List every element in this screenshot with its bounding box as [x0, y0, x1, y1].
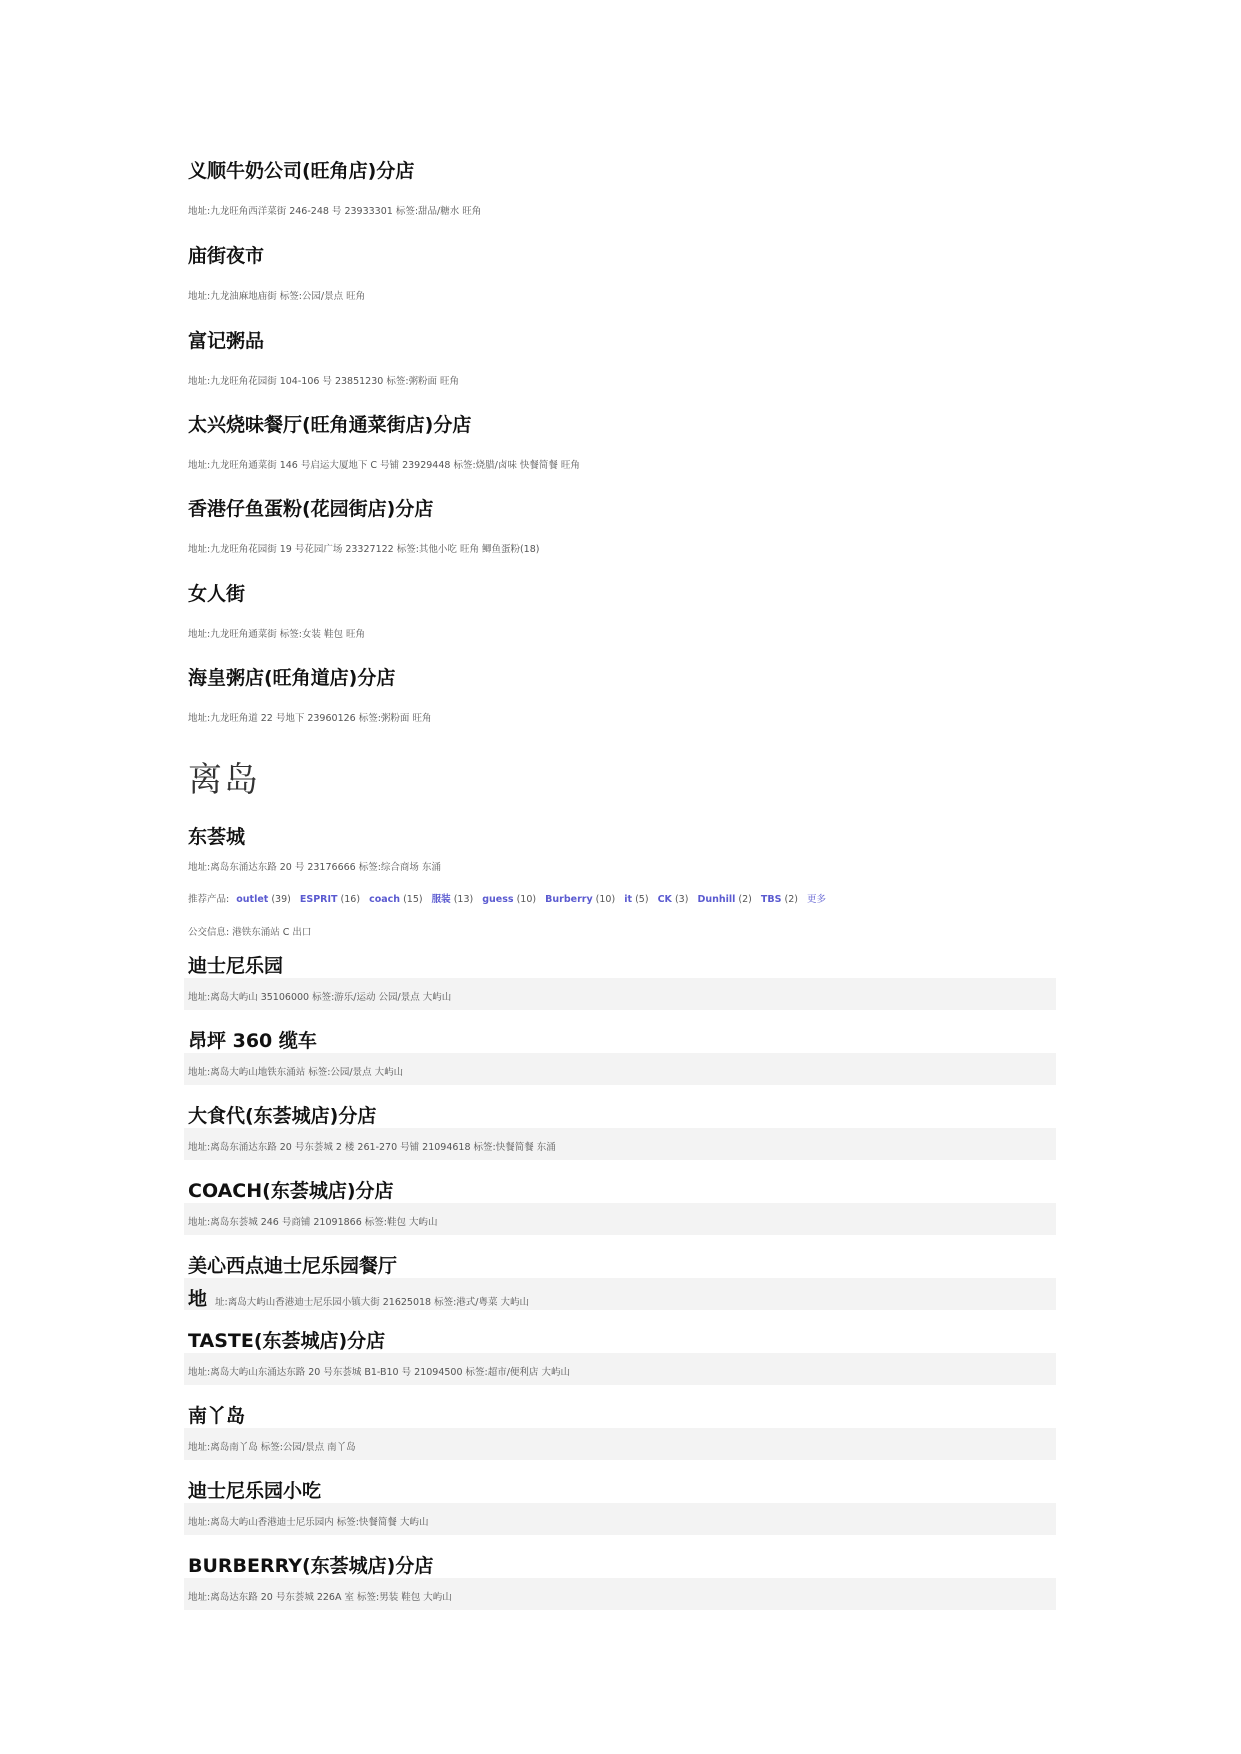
rec-link[interactable]: it	[624, 894, 633, 905]
entry-title: 义顺牛奶公司(旺角店)分店	[188, 160, 415, 182]
entry-info: 地址:离岛大屿山 35106000 标签:游乐/运动 公园/景点 大屿山	[188, 992, 452, 1003]
entry-info: 地址:九龙旺角花园街 19 号花园广场 23327122 标签:其他小吃 旺角 鲫鱼蛋粉(18)	[188, 544, 540, 555]
entry-title: 迪士尼乐园	[188, 955, 284, 977]
entry-title: 庙街夜市	[188, 245, 265, 267]
info-bar	[184, 1503, 1056, 1535]
transit-info: 公交信息: 港铁东涌站 C 出口	[188, 927, 312, 938]
entry-info: 地址:九龙旺角通菜街 标签:女装 鞋包 旺角	[188, 629, 365, 640]
entry-title: 大食代(东荟城店)分店	[188, 1105, 377, 1127]
entry-info: 址:离岛大屿山香港迪士尼乐园小镇大街 21625018 标签:港式/粤菜 大屿山	[215, 1297, 530, 1308]
rec-link[interactable]: guess	[482, 894, 514, 905]
rec-link[interactable]: outlet	[236, 894, 269, 905]
rec-count: (5)	[635, 894, 649, 905]
more-link[interactable]: 更多	[807, 894, 827, 905]
rec-link[interactable]: 服装	[431, 894, 451, 905]
rec-link[interactable]: Burberry	[545, 894, 593, 905]
rec-link[interactable]: Dunhill	[697, 894, 736, 905]
entry-info: 地址:离岛东荟城 246 号商铺 21091866 标签:鞋包 大屿山	[188, 1217, 438, 1228]
entry-info: 地址:九龙旺角花园街 104-106 号 23851230 标签:粥粉面 旺角	[188, 376, 460, 387]
info-bar	[184, 1578, 1056, 1610]
entry-title: COACH(东荟城店)分店	[188, 1180, 394, 1202]
rec-count: (16)	[340, 894, 361, 905]
recommended-products	[188, 891, 826, 905]
entry-title: 南丫岛	[188, 1405, 246, 1427]
entry-title: 富记粥品	[188, 330, 265, 352]
rec-count: (2)	[738, 894, 752, 905]
entry-title: 昂坪 360 缆车	[188, 1030, 317, 1052]
entry-title: 香港仔鱼蛋粉(花园街店)分店	[188, 498, 434, 520]
entry-title: 美心西点迪士尼乐园餐厅	[188, 1255, 398, 1277]
entry-info: 地址:九龙油麻地庙街 标签:公园/景点 旺角	[188, 291, 366, 302]
section-heading: 离岛	[188, 760, 260, 800]
rec-count: (39)	[271, 894, 291, 905]
rec-link[interactable]: coach	[369, 894, 401, 905]
entry-title: 海皇粥店(旺角道店)分店	[188, 667, 396, 689]
entry-info: 地址:九龙旺角西洋菜街 246-248 号 23933301 标签:甜品/糖水 旺角	[188, 206, 482, 217]
entry-title: TASTE(东荟城店)分店	[188, 1330, 386, 1352]
entry-info-wrapped	[188, 1284, 537, 1311]
entry-title: 东荟城	[188, 826, 246, 848]
rec-count: (10)	[595, 894, 616, 905]
rec-count: (10)	[516, 894, 537, 905]
entry-info: 地址:离岛东涌达东路 20 号 23176666 标签:综合商场 东涌	[188, 862, 441, 873]
entry-info: 地址:离岛大屿山香港迪士尼乐园内 标签:快餐简餐 大屿山	[188, 1517, 429, 1528]
rec-link[interactable]: TBS	[760, 894, 782, 905]
info-bar	[184, 1353, 1056, 1385]
entry-info: 地址:离岛大屿山地铁东涌站 标签:公园/景点 大屿山	[188, 1067, 404, 1078]
entry-info: 地址:离岛南丫岛 标签:公园/景点 南丫岛	[188, 1442, 356, 1453]
entry-info: 地址:九龙旺角通菜街 146 号启运大厦地下 C 号铺 23929448 标签:烧腊/卤味 快餐简餐 旺角	[188, 460, 580, 471]
rec-count: (15)	[403, 894, 423, 905]
info-bar	[184, 1203, 1056, 1235]
entry-info: 地址:九龙旺角道 22 号地下 23960126 标签:粥粉面 旺角	[188, 713, 432, 724]
rec-count: (13)	[453, 894, 474, 905]
entry-title: 女人街	[188, 583, 246, 605]
info-bar	[184, 1428, 1056, 1460]
rec-count: (2)	[784, 894, 798, 905]
entry-title: BURBERRY(东荟城店)分店	[188, 1555, 434, 1577]
rec-label: 推荐产品:	[188, 894, 230, 905]
entry-title-tail: 地	[188, 1288, 208, 1310]
info-bar	[184, 978, 1056, 1010]
entry-info: 地址:离岛东涌达东路 20 号东荟城 2 楼 261-270 号铺 21094618 标签:快餐简餐 东涌	[188, 1142, 556, 1153]
entry-title: 迪士尼乐园小吃	[188, 1480, 322, 1502]
entry-title: 太兴烧味餐厅(旺角通菜街店)分店	[188, 414, 472, 436]
info-bar	[184, 1278, 1056, 1310]
rec-count: (3)	[674, 894, 689, 905]
info-bar	[184, 1053, 1056, 1085]
info-bar	[184, 1128, 1056, 1160]
rec-link[interactable]: ESPRIT	[299, 894, 338, 905]
entry-info: 地址:离岛达东路 20 号东荟城 226A 室 标签:男装 鞋包 大屿山	[188, 1592, 452, 1603]
rec-link[interactable]: CK	[657, 894, 672, 905]
entry-info: 地址:离岛大屿山东涌达东路 20 号东荟城 B1-B10 号 21094500 标签:超市/便利店 大屿山	[188, 1367, 570, 1378]
